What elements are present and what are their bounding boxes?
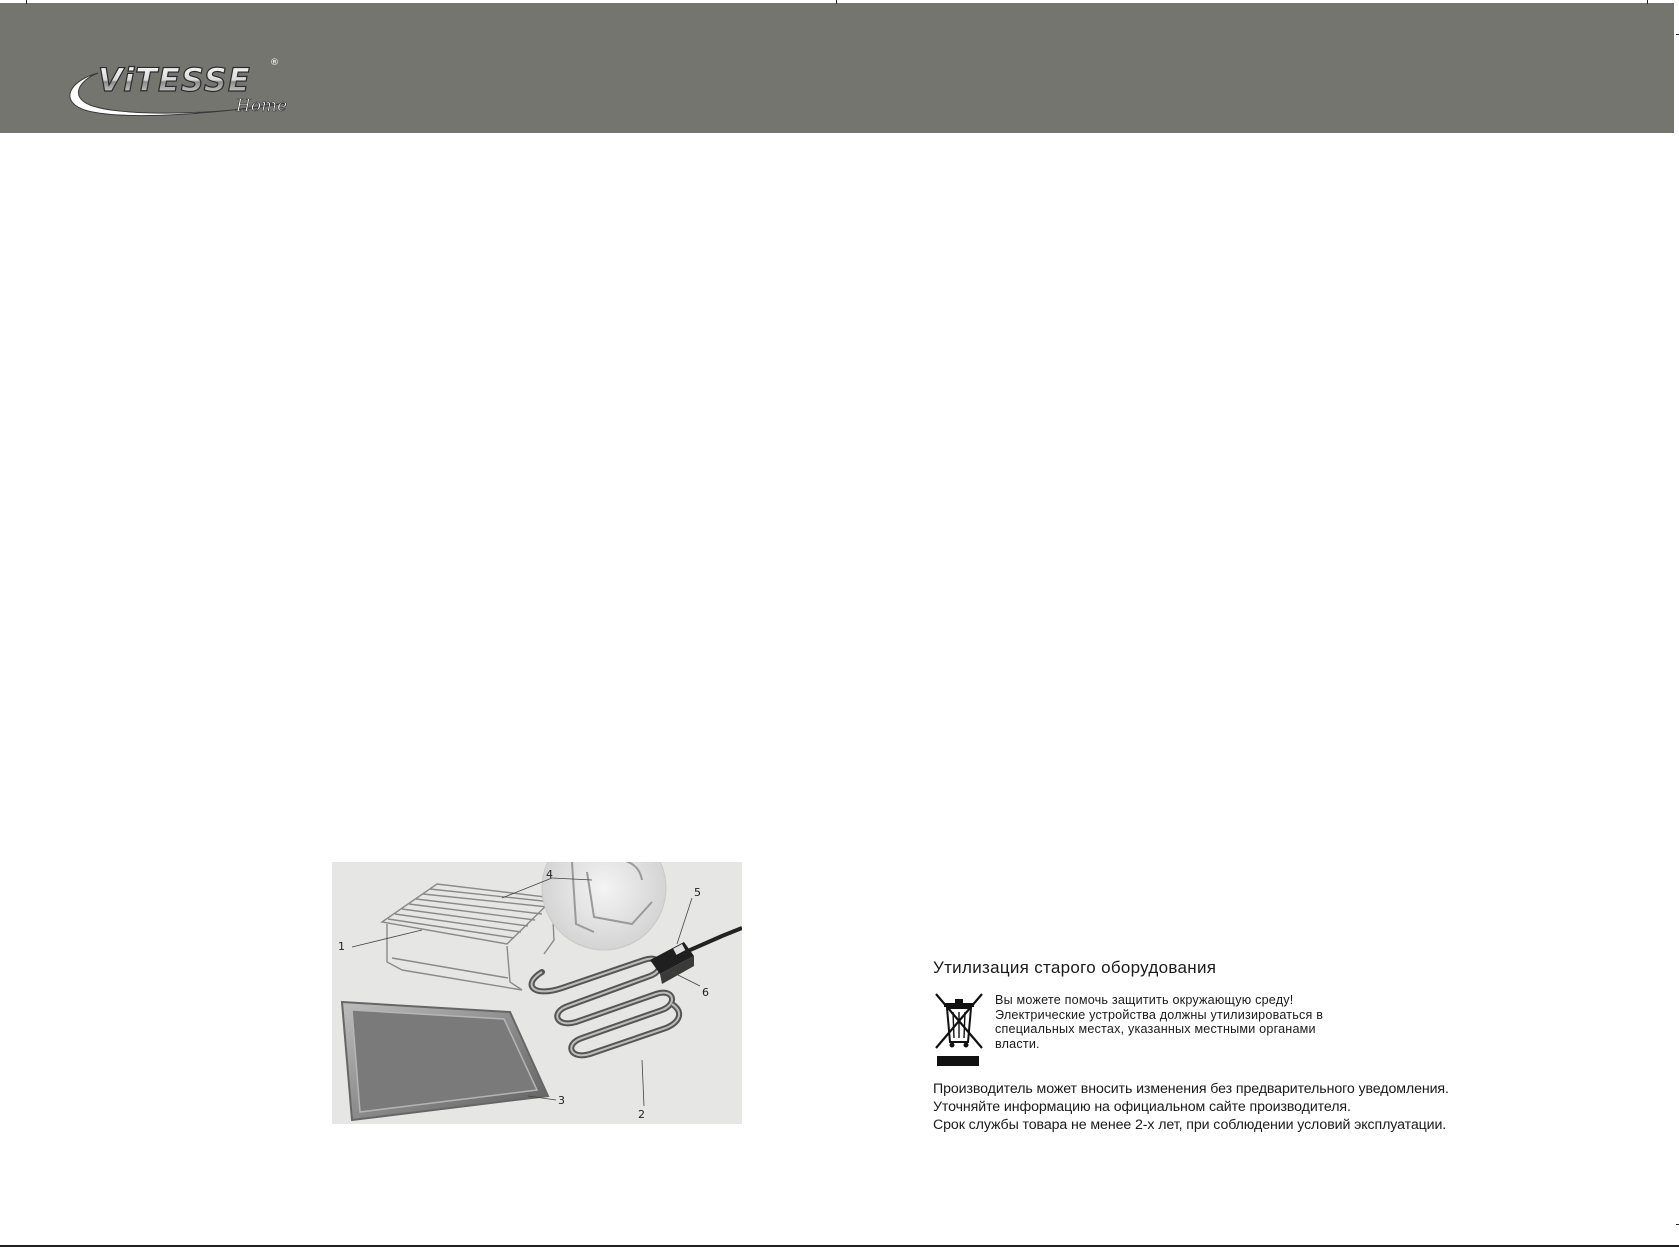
disposal-line: власти. xyxy=(995,1036,1040,1051)
temperature-control-box xyxy=(650,928,742,984)
part-label-1: 1 xyxy=(338,940,345,953)
header-band xyxy=(0,3,1674,133)
crop-mark xyxy=(1647,0,1648,4)
disposal-info-row xyxy=(933,990,1573,1068)
crossed-out-bin-icon xyxy=(933,990,985,1068)
product-parts-photo xyxy=(332,862,742,1124)
note-line: Срок службы товара не менее 2-х лет, при соблюдении условий эксплуатации. xyxy=(933,1117,1447,1133)
disposal-text xyxy=(995,993,1323,1051)
disposal-line: специальных местах, указанных местными органами xyxy=(995,1022,1316,1037)
crop-mark xyxy=(26,0,27,4)
baking-tray xyxy=(342,1002,548,1120)
crop-mark xyxy=(836,0,837,4)
note-line: Уточняйте информацию на официальном сайте производителя. xyxy=(933,1099,1351,1115)
bottom-rule xyxy=(0,1245,1679,1247)
part-label-4: 4 xyxy=(546,868,553,881)
disposal-line: Вы можете помочь защитить окружающую среду! xyxy=(995,993,1294,1007)
note-line: Производитель может вносить изменения без предварительного уведомления. xyxy=(933,1081,1449,1097)
disposal-title: Утилизация старого оборудования xyxy=(933,958,1217,977)
part-label-5: 5 xyxy=(694,886,701,899)
brand-wordmark: ViTESSE xyxy=(98,61,251,99)
part-label-2: 2 xyxy=(638,1108,645,1121)
disposal-line: Электрические устройства должны утилизироваться в xyxy=(995,1007,1324,1022)
manufacturer-notes xyxy=(933,1080,1573,1134)
brand-logo-graphic xyxy=(60,51,310,131)
rack-detail-magnifier xyxy=(542,862,666,950)
brand-subline: Home xyxy=(236,96,288,116)
part-label-6: 6 xyxy=(702,986,709,999)
wire-rack xyxy=(382,884,554,990)
registered-mark: ® xyxy=(270,58,279,68)
brand-logo xyxy=(60,51,310,131)
disposal-section xyxy=(933,958,1573,1134)
product-parts-illustration xyxy=(332,862,742,1124)
part-label-3: 3 xyxy=(558,1094,565,1107)
